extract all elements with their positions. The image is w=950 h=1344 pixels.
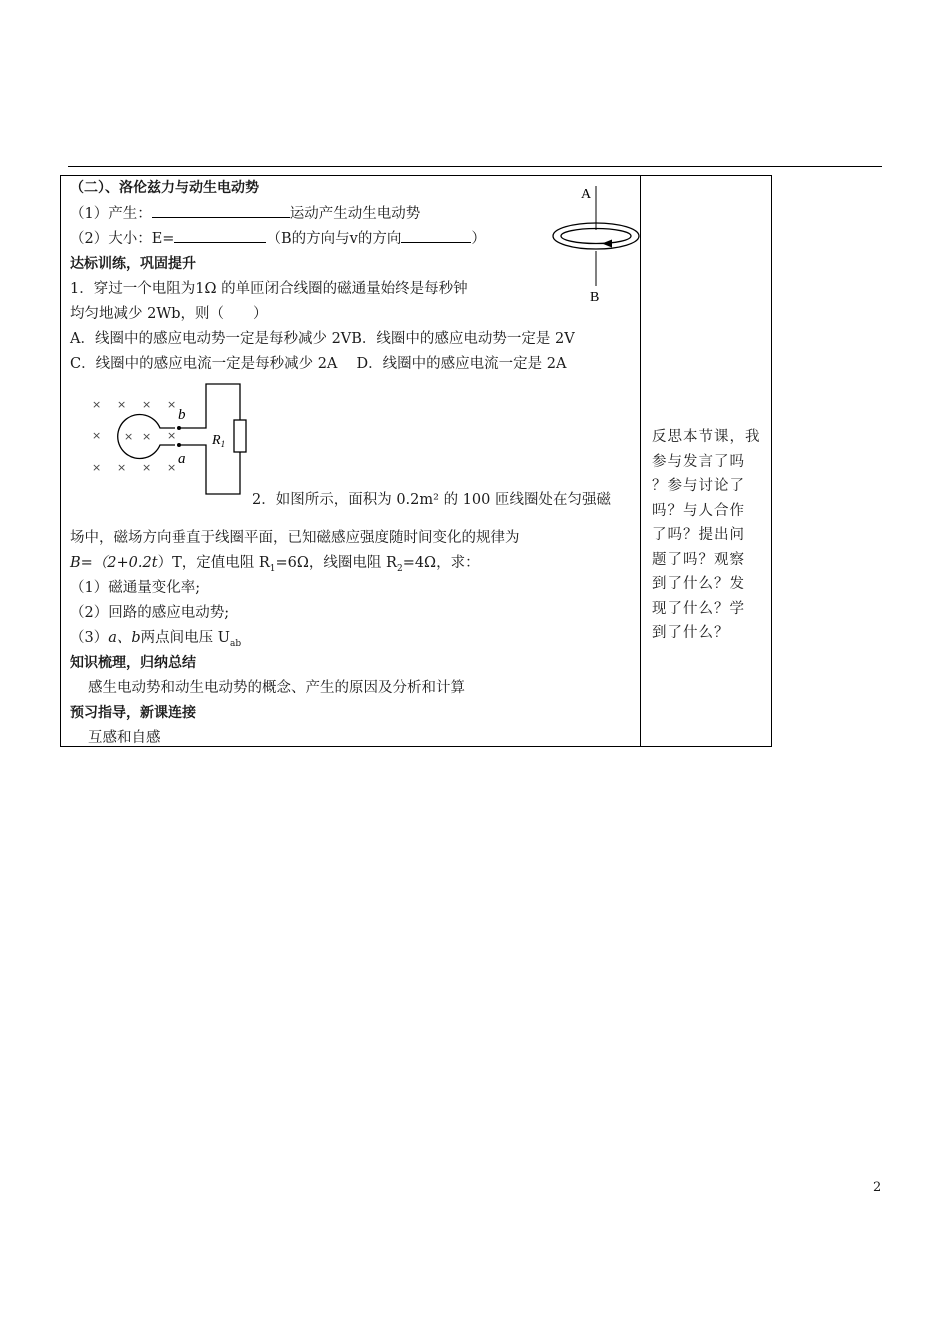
q1-line1: 1．穿过一个电阻为1Ω 的单匝闭合线圈的磁通量始终是每秒钟 [70,281,468,297]
label-B: B [590,290,600,305]
svg-text:×: × [92,398,102,411]
svg-text:×: × [142,461,152,474]
inner-ring [561,229,631,244]
svg-text:×: × [117,398,127,411]
q2-sub2: （2）回路的感应电动势; [70,605,230,621]
q2-sub1: （1）磁通量变化率; [70,580,201,596]
label-a: a [178,451,186,467]
svg-text:×: × [167,429,177,442]
q2-line2: 场中，磁场方向垂直于线圈平面，已知磁感应强度随时间变化的规律为 [70,530,520,546]
blank-emf [174,228,266,243]
svg-text:×: × [167,398,177,411]
svg-text:×: × [124,430,134,443]
svg-text:×: × [167,461,177,474]
blank-produce [152,203,290,218]
field-crosses [92,398,176,474]
q1-options-cd: C．线圈中的感应电流一定是每秒减少 2A D．线圈中的感应电流一定是 2A [70,356,567,372]
arrow-icon [602,240,612,248]
label-b: b [178,407,186,423]
label-A: A [581,187,592,202]
svg-text:×: × [117,461,127,474]
svg-text:×: × [92,429,102,442]
coil-circuit-diagram [80,382,250,497]
item-magnitude: （2）大小：E= （B的方向与v的方向 ） [70,228,486,249]
preview-text: 互感和自感 [88,730,161,746]
svg-text:×: × [142,398,152,411]
practice-heading: 达标训练，巩固提升 [70,256,196,272]
q1-line2: 均匀地减少 2Wb，则（ ） [70,306,268,322]
item-produce: （1）产生： 运动产生动生电动势 [70,203,420,224]
summary-heading: 知识梳理，归纳总结 [70,655,196,671]
section-title: （二）、洛伦兹力与动生电动势 [70,180,259,196]
preview-heading: 预习指导，新课连接 [70,705,196,721]
reflection-text: 反思本节课，我 参与发言了吗 ？参与讨论了 吗？与人合作 了吗？提出问 题了吗？观察 到了什么？发 现了什么？学 到了什么？ [652,429,761,641]
wire-ring-diagram [540,178,650,308]
q2-sub3: （3）a、b两点间电压 $U_{ab}$ [70,630,242,649]
q2-line1: 2．如图所示，面积为 0.2m² 的 100 匝线圈处在匀强磁 [252,492,611,508]
svg-text:×: × [92,461,102,474]
svg-text:×: × [142,430,152,443]
q2-line3: B=（2+0.2t）T，定值电阻 $R_1=6\Omega$，线圈电阻 $R_2=4\Omega$，求： [70,555,480,574]
summary-text: 感生电动势和动生电动势的概念、产生的原因及分析和计算 [88,680,465,696]
wire-bottom [179,445,240,494]
label-R: $R_1$ [212,433,226,449]
resistor [234,420,246,452]
blank-direction [401,228,471,243]
header-rule [68,166,882,167]
page-number: 2 [873,1180,882,1195]
q1-options-ab: A．线圈中的感应电动势一定是每秒减少 2VB．线圈中的感应电动势一定是 2V [70,331,575,347]
wire-top [179,384,240,428]
